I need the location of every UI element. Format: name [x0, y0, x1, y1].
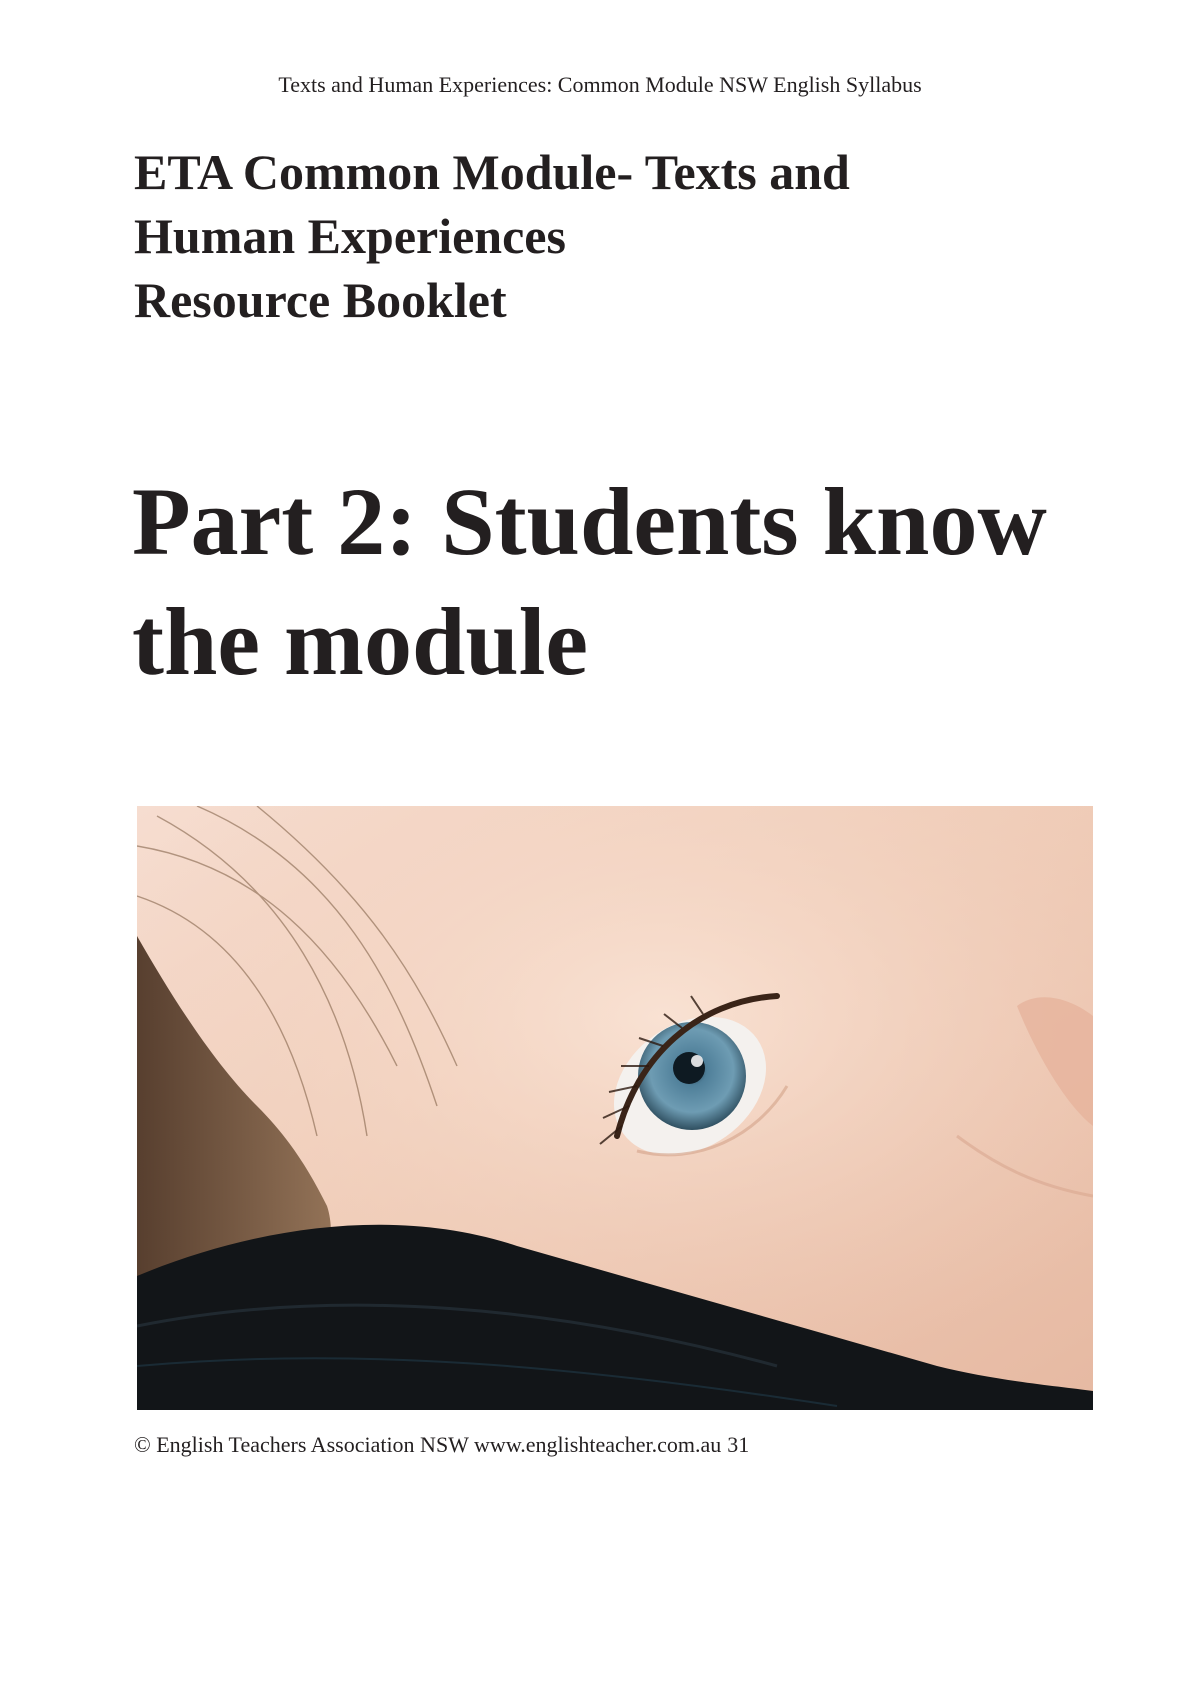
- page-number: 31: [727, 1432, 750, 1457]
- part-heading-line-1: Part 2: Students know: [132, 468, 1047, 575]
- cover-photo: [137, 806, 1093, 1410]
- footer: [134, 1432, 749, 1458]
- booklet-title-line-2: Human Experiences: [134, 208, 566, 264]
- footer-copyright: © English Teachers Association NSW www.englishteacher.com.au: [134, 1432, 722, 1457]
- booklet-title-line-1: ETA Common Module- Texts and: [134, 144, 850, 200]
- booklet-title: [134, 140, 1134, 332]
- running-header: Texts and Human Experiences: Common Module NSW English Syllabus: [278, 72, 922, 97]
- part-heading: [132, 462, 1172, 702]
- booklet-title-line-3: Resource Booklet: [134, 272, 507, 328]
- part-heading-line-2: the module: [132, 588, 588, 695]
- eye-photo-illustration: [137, 806, 1093, 1410]
